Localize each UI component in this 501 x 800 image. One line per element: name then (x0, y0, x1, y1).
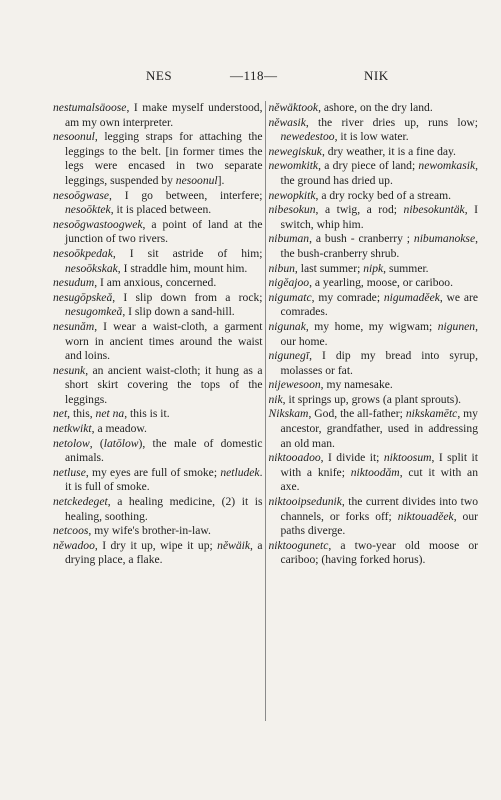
definition-text: , it springs up, grows (a plant sprouts). (282, 392, 462, 406)
headword: nesunk (53, 363, 86, 377)
dictionary-entry (53, 130, 263, 188)
headword: nesoōkpedak (53, 246, 113, 260)
definition-text: , a yearling, moose, or cariboo. (309, 276, 453, 290)
definition-text: , my ancestor, grandfather, used in addressing an old man. (280, 407, 478, 450)
headword: nĕwäktook (268, 101, 319, 114)
definition-text: , this is it. (124, 407, 170, 421)
dictionary-entry (269, 276, 479, 291)
definition-text: , I divide it; (320, 451, 384, 465)
dictionary-entry (53, 218, 263, 247)
definition-text: , a drying place, a flake. (65, 538, 263, 567)
dictionary-entry (269, 393, 479, 408)
dictionary-entry (269, 159, 479, 188)
header-right-guideword: NIK (364, 68, 389, 83)
definition-text: , this, (67, 407, 96, 421)
headword: latōlow (103, 436, 139, 450)
definition-text: ), the male of domestic animals. (65, 436, 263, 465)
dictionary-entry (269, 495, 479, 539)
definition-text: , ( (89, 436, 104, 450)
definition-text: , it is placed between. (110, 203, 212, 217)
headword: niktoosum (383, 451, 432, 465)
definition-text: . it is full of smoke. (65, 465, 263, 494)
definition-text: , a dry piece of land; (318, 159, 419, 173)
definition-text: , my eyes are full of smoke; (85, 465, 221, 479)
dictionary-entry (269, 291, 479, 320)
definition-text: , summer. (383, 261, 429, 275)
dictionary-entry (269, 451, 479, 495)
headword: nigunak (268, 319, 306, 333)
headword: nigĕajoo (268, 276, 310, 290)
headword: Nikskam (268, 407, 309, 421)
definition-text: , the river dries up, runs low; (305, 115, 478, 129)
dictionary-entry (53, 320, 263, 364)
headword: nibun (268, 261, 295, 275)
dictionary-entry (269, 262, 479, 277)
dictionary-entry (269, 349, 479, 378)
dictionary-entry (53, 291, 263, 320)
headword: nesoōkskak (65, 261, 118, 275)
definition-text: , I sit astride of him; (112, 246, 263, 260)
definition-text: , God, the all-father; (308, 407, 406, 421)
definition-text: , I split it with a knife; (280, 451, 478, 479)
dictionary-entry (269, 539, 479, 568)
dictionary-entry (53, 276, 263, 291)
dictionary-entry (53, 437, 263, 466)
definition-text: , our home. (280, 319, 478, 348)
headword: nibuman (268, 232, 310, 246)
definition-text: , we are comrades. (280, 290, 478, 319)
dictionary-entry (53, 495, 263, 524)
dictionary-entry (53, 466, 263, 495)
definition-text: , last summer; (294, 261, 364, 275)
headword: nesoonul (53, 130, 95, 144)
dictionary-entry (269, 407, 479, 451)
dictionary-entry (269, 320, 479, 349)
definition-text: , my wife's brother-in-law. (88, 524, 211, 538)
headword: newedestoo (280, 130, 335, 144)
definition-text: , I switch, whip him. (280, 203, 478, 231)
dictionary-entry (53, 247, 263, 276)
definition-text: , the bush-cranberry shrub. (280, 232, 478, 260)
headword: net na (95, 407, 125, 421)
dictionary-entry (269, 203, 479, 232)
headword: nipk (363, 261, 384, 275)
headword: nibesokun (268, 203, 316, 217)
headword: net (53, 407, 68, 421)
headword: nĕwäik (217, 538, 251, 552)
headword: niktooipsedunik (268, 495, 342, 509)
dictionary-entry (53, 539, 263, 568)
definition-text: , it is low water. (334, 130, 409, 144)
headword: niktoogunetc (268, 538, 329, 552)
right-column (266, 101, 479, 721)
definition-text: , a two-year old moose or cariboo; (having forked horus). (280, 538, 478, 567)
definition-text: , I slip down from a rock; (112, 290, 263, 304)
definition-text: , a healing medicine, (2) it is healing, soothing. (65, 495, 263, 523)
definition-text: , a meadow. (91, 422, 147, 436)
definition-text: , my home, my wigwam; (305, 319, 438, 333)
headword: newomkitk (268, 159, 319, 173)
left-column (53, 101, 266, 721)
definition-text: , legging straps for attaching the leggings to the belt. [in former times the legs were encased in two separate leggings, suspended by (65, 130, 263, 187)
definition-text: , a dry rocky bed of a stream. (315, 188, 452, 202)
headword: netckedeget (53, 495, 108, 509)
headword: nesugōpskeă (53, 290, 113, 304)
headword: nigumadĕek (383, 290, 440, 304)
definition-text: , our paths diverge. (280, 509, 478, 538)
dictionary-entry (269, 232, 479, 261)
headword: nik (268, 392, 283, 406)
dictionary-entry (53, 364, 263, 408)
dictionary-entry (53, 422, 263, 437)
definition-text: ]. (217, 173, 225, 187)
page-number: —118— (230, 68, 278, 83)
headword: nijewesoon (268, 378, 321, 392)
definition-text: , cut it with an axe. (280, 465, 478, 494)
definition-text: , I dip my bread into syrup, molasses or fat. (280, 349, 478, 377)
definition-text: , the current divides into two channels, or forks off; (280, 495, 478, 523)
definition-text: , dry weather, it is a fine day. (321, 144, 456, 158)
definition-text: , I go between, interfere; (109, 188, 263, 202)
headword: nibumanokse (413, 232, 476, 246)
headword: nesoōktek (65, 203, 111, 217)
headword: nĕwadoo (53, 538, 95, 552)
definition-text: , I slip down a sand-hill. (122, 305, 235, 319)
headword: nikskamētc (405, 407, 458, 421)
definition-text: , a bush - cranberry ; (309, 232, 414, 246)
headword: niktoodăm (350, 465, 400, 479)
headword: nesudum (53, 276, 95, 290)
headword: netluse (53, 465, 86, 479)
definition-text: , I wear a waist-cloth, a garment worn in ancient times around the waist and loins. (65, 319, 263, 363)
header-left-guideword: NES (146, 68, 173, 83)
headword: netkwikt (53, 422, 92, 436)
dictionary-entry (53, 101, 263, 130)
dictionary-entry (53, 189, 263, 218)
headword: nestumalsäoose (53, 101, 127, 114)
headword: nigunegī (268, 349, 310, 363)
dictionary-entry (269, 145, 479, 160)
headword: niktouadĕek (397, 509, 454, 523)
definition-text: , I straddle him, mount him. (117, 261, 248, 275)
headword: netcoos (53, 524, 89, 538)
headword: nigumatc (268, 290, 312, 304)
headword: nesunăm (53, 319, 95, 333)
dictionary-columns (53, 101, 478, 721)
dictionary-entry (269, 101, 479, 116)
headword: netludek (220, 465, 260, 479)
definition-text: , an ancient waist-cloth; it hung as a short skirt covering the tops of the leggings. (65, 363, 263, 406)
headword: nesoonul (175, 173, 218, 187)
dictionary-entry (269, 378, 479, 393)
definition-text: , my comrade; (311, 290, 384, 304)
headword: nesugomkeă (65, 305, 123, 319)
headword: nibesokuntäk (403, 203, 465, 217)
dictionary-entry (269, 189, 479, 204)
definition-text: , I am anxious, concerned. (94, 276, 217, 290)
headword: nĕwasik (268, 115, 306, 129)
running-head (0, 68, 501, 86)
headword: newomkasik (418, 159, 476, 173)
headword: nesoōgwastoogwek (53, 217, 143, 231)
dictionary-entry (269, 116, 479, 145)
headword: niktooadoo (268, 451, 321, 465)
dictionary-entry (53, 524, 263, 539)
dictionary-entry (53, 407, 263, 422)
headword: newopkitk (268, 188, 316, 202)
headword: nesoōgwase (53, 188, 110, 202)
headword: netolow (53, 436, 90, 450)
definition-text: , my namesake. (320, 378, 393, 392)
definition-text: , I dry it up, wipe it up; (94, 538, 218, 552)
headword: newegiskuk (268, 144, 322, 158)
definition-text: , a point of land at the junction of two rivers. (65, 217, 263, 246)
definition-text: , I make myself understood, am my own interpreter. (65, 101, 263, 129)
headword: nigunen (437, 319, 476, 333)
definition-text: , the ground has dried up. (280, 159, 478, 187)
definition-text: , a twig, a rod; (315, 203, 404, 217)
definition-text: , ashore, on the dry land. (318, 101, 433, 114)
